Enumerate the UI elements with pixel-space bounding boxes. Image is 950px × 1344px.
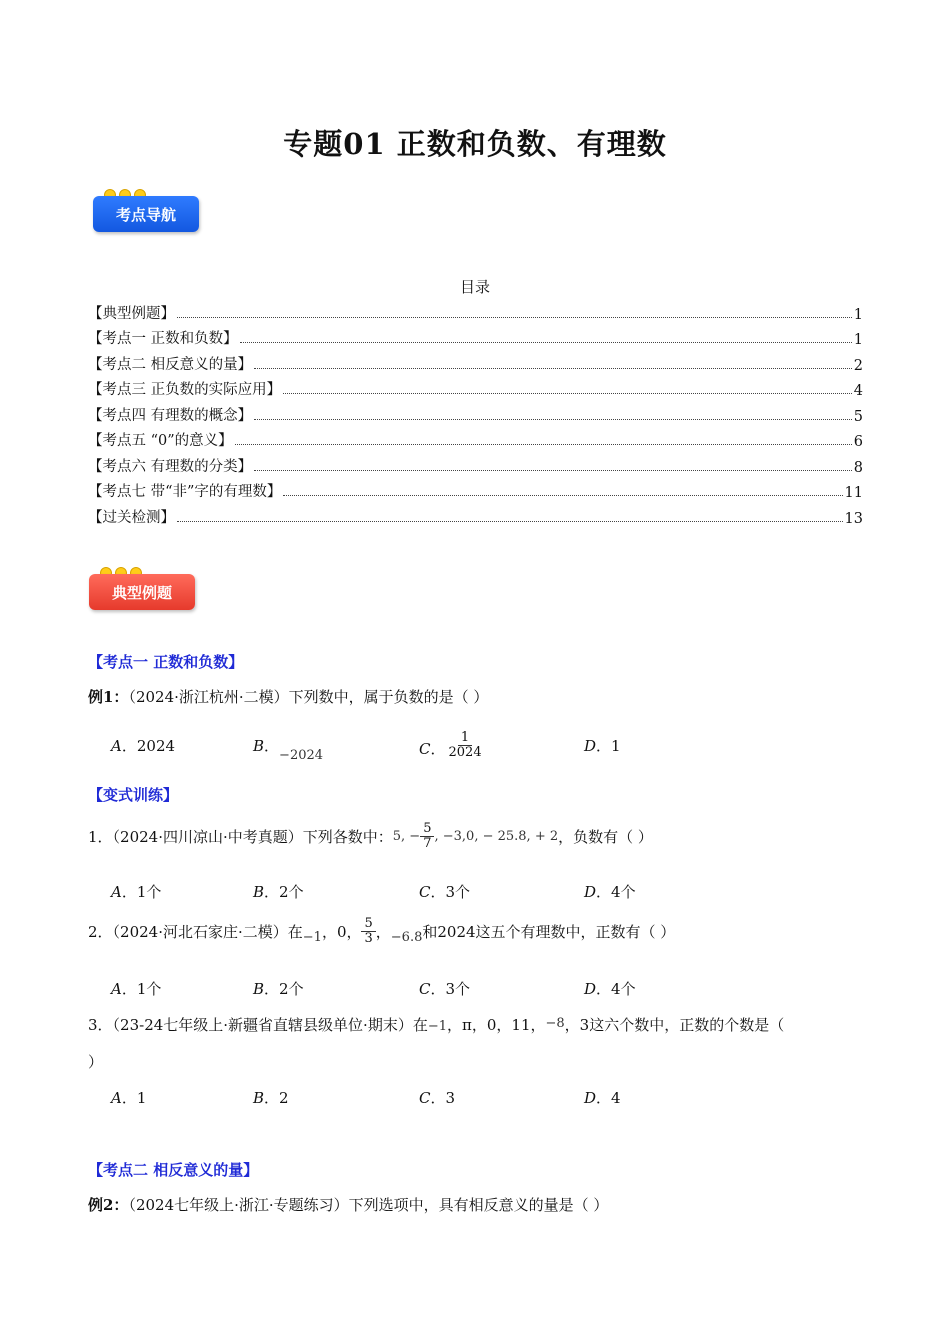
option-b[interactable]: B．2 xyxy=(253,1089,289,1107)
toc-item[interactable]: 【考点二 相反意义的量】 2 xyxy=(88,356,863,374)
question-2: 2．（2024·河北石家庄·二模）在 −1 ，0， $\frac{5}{3}$ ， −6.8 和2024这五个有理数中，正数有（ ） xyxy=(88,916,676,947)
option-a[interactable]: A．2024 xyxy=(111,737,176,755)
toc-item[interactable]: 【考点三 正负数的实际应用】 4 xyxy=(88,382,863,399)
question-1: 1．（2024·四川凉山·中考真题）下列各数中： 5, − $\frac{5}{7}$ , −3,0, − 25.8, + 2 ，负数有（ ） xyxy=(88,821,653,852)
examples-badge: 典型例题 xyxy=(89,574,195,610)
option-a[interactable]: A．1个 xyxy=(111,980,162,998)
option-a[interactable]: A．1 xyxy=(111,1089,147,1107)
section-heading: 【考点二 相反意义的量】 xyxy=(88,1161,259,1179)
toc-item[interactable]: 【过关检测】 13 xyxy=(88,509,863,527)
toc-item[interactable]: 【考点五 “0”的意义】 6 xyxy=(88,433,863,450)
option-c[interactable]: C．3个 xyxy=(419,980,471,998)
option-d[interactable]: D．4个 xyxy=(584,980,636,998)
toc-item[interactable]: 【考点四 有理数的概念】 5 xyxy=(88,407,863,425)
section-heading: 【考点一 正数和负数】 xyxy=(88,653,244,671)
variant-heading: 【变式训练】 xyxy=(88,786,179,804)
question-3-continuation: ） xyxy=(88,1053,104,1071)
toc-item[interactable]: 【典型例题】 1 xyxy=(88,305,863,323)
question-3: 3．（23-24七年级上·新疆省直辖县级单位·期末）在−1，π，0，11，−8，3这六个数中，正数的个数是（ xyxy=(88,1016,785,1034)
toc-heading: 目录 xyxy=(459,278,490,296)
toc-item[interactable]: 【考点七 带“非”字的有理数】 11 xyxy=(88,484,863,501)
option-b[interactable]: B．−2024 xyxy=(253,737,324,763)
option-c[interactable]: C． $\frac{1}{2024}$ xyxy=(419,730,482,761)
example-1-question: 例1：（2024·浙江杭州·二模）下列数中，属于负数的是（ ） xyxy=(88,688,489,706)
option-a[interactable]: A．1个 xyxy=(111,883,162,901)
example-2-question: 例2：（2024七年级上·浙江·专题练习）下列选项中，具有相反意义的量是（ ） xyxy=(88,1196,609,1214)
toc-item[interactable]: 【考点一 正数和负数】 1 xyxy=(88,331,863,348)
option-b[interactable]: B．2个 xyxy=(253,980,304,998)
option-d[interactable]: D．4个 xyxy=(584,883,636,901)
nav-badge: 考点导航 xyxy=(93,196,199,232)
option-b[interactable]: B．2个 xyxy=(253,883,304,901)
option-d[interactable]: D．4 xyxy=(584,1089,621,1107)
option-d[interactable]: D．1 xyxy=(584,737,621,755)
table-of-contents xyxy=(88,297,863,527)
toc-item[interactable]: 【考点六 有理数的分类】 8 xyxy=(88,458,863,476)
option-c[interactable]: C．3个 xyxy=(419,883,471,901)
option-c[interactable]: C．3 xyxy=(419,1089,456,1107)
page-title: 专题01 正数和负数、有理数 xyxy=(283,127,667,161)
